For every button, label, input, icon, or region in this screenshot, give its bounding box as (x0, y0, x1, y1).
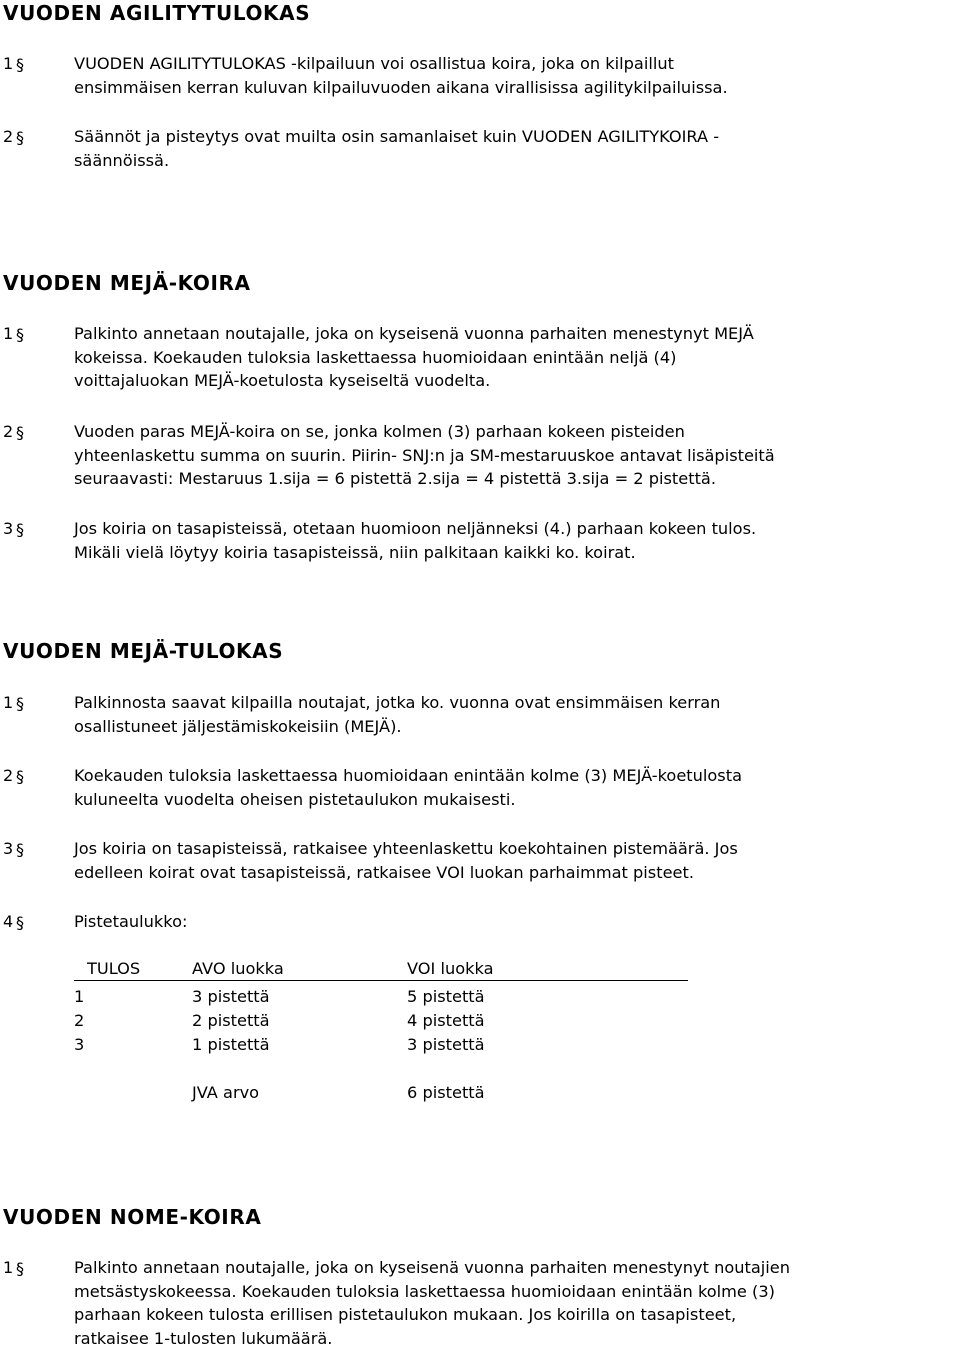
table-cell: 5 pistettä (407, 987, 485, 1006)
section-sign: § (16, 913, 24, 932)
points-table-header (74, 958, 689, 980)
rule-text: Palkinnosta saavat kilpailla noutajat, jotka ko. vuonna ovat ensimmäisen kerran osallistuneet jäljestämiskokeisiin (MEJÄ). (74, 693, 721, 736)
table-row (74, 1082, 689, 1104)
section-sign: § (16, 1259, 24, 1278)
rule-text: Pistetaulukko: (74, 912, 188, 931)
table-cell: 2 pistettä (192, 1011, 270, 1030)
rule-text: VUODEN AGILITYTULOKAS -kilpailuun voi osallistua koira, joka on kilpaillut ensimmäisen kerran kuluvan kilpailuvuoden aikana virallisissa agilitykilpailuissa. (74, 54, 728, 97)
rule-text: Vuoden paras MEJÄ-koira on se, jonka kolmen (3) parhaan kokeen pisteiden yhteenlaskettu summa on suurin. Piirin- SNJ:n ja SM-mestaruuskoe antavat lisäpisteitä seuraavasti: Mestaruus 1.sija = 6 pistettä 2.sija = 4 pistettä 3.sija = 2 pistettä. (74, 422, 775, 488)
table-cell: 6 pistettä (407, 1083, 485, 1102)
section-sign: § (16, 55, 24, 74)
table-cell: 3 (74, 1035, 85, 1054)
rule-text: Säännöt ja pisteytys ovat muilta osin samanlaiset kuin VUODEN AGILITYKOIRA - säännöissä. (74, 127, 720, 170)
table-row (74, 986, 689, 1008)
rule-number: 1 (3, 324, 14, 343)
rule-number: 1 (3, 693, 14, 712)
header-underline (74, 980, 688, 981)
rule-number: 4 (3, 912, 14, 931)
section-sign: § (16, 128, 24, 147)
section-sign: § (16, 520, 24, 539)
rule-number: 2 (3, 422, 14, 441)
rule-number: 1 (3, 1258, 14, 1277)
table-cell: 3 pistettä (407, 1035, 485, 1054)
section-sign: § (16, 325, 24, 344)
section-sign: § (16, 840, 24, 859)
table-cell: 1 (74, 987, 85, 1006)
rule-number: 3 (3, 519, 14, 538)
rule-text: Jos koiria on tasapisteissä, ratkaisee yhteenlaskettu koekohtainen pistemäärä. Jos edelleen koirat ovat tasapisteissä, ratkaisee VOI luokan parhaimmat pisteet. (74, 839, 738, 882)
rule-number: 2 (3, 766, 14, 785)
rule-text: Koekauden tuloksia laskettaessa huomioidaan enintään kolme (3) MEJÄ-koetulosta kuluneelta vuodelta oheisen pistetaulukon mukaisesti. (74, 766, 743, 809)
table-cell: JVA arvo (192, 1083, 260, 1102)
column-header: AVO luokka (192, 959, 284, 978)
section-sign: § (16, 767, 24, 786)
rule-number: 2 (3, 127, 14, 146)
rule-text: Palkinto annetaan noutajalle, joka on kyseisenä vuonna parhaiten menestynyt MEJÄ kokeissa. Koekauden tuloksia laskettaessa huomioidaan enintään neljä (4) voittajaluokan MEJÄ-koetulosta kyseiseltä vuodelta. (74, 324, 754, 390)
section-title-meja-tulokas: VUODEN MEJÄ-TULOKAS (3, 639, 284, 663)
section-sign: § (16, 423, 24, 442)
table-cell: 2 (74, 1011, 85, 1030)
table-row (74, 1010, 689, 1032)
table-cell: 3 pistettä (192, 987, 270, 1006)
section-sign: § (16, 694, 24, 713)
table-cell: 1 pistettä (192, 1035, 270, 1054)
rule-text: Jos koiria on tasapisteissä, otetaan huomioon neljänneksi (4.) parhaan kokeen tulos. Mikäli vielä löytyy koiria tasapisteissä, niin palkitaan kaikki ko. koirat. (74, 519, 757, 562)
column-header: VOI luokka (407, 959, 494, 978)
rule-number: 1 (3, 54, 14, 73)
rule-number: 3 (3, 839, 14, 858)
section-title-agility-tulokas: VUODEN AGILITYTULOKAS (3, 1, 311, 25)
column-header: TULOS (87, 959, 141, 978)
section-title-meja-koira: VUODEN MEJÄ-KOIRA (3, 271, 251, 295)
table-cell: 4 pistettä (407, 1011, 485, 1030)
table-row (74, 1034, 689, 1056)
rule-text: Palkinto annetaan noutajalle, joka on kyseisenä vuonna parhaiten menestynyt noutajien metsästyskokeessa. Koekauden tuloksia laskettaessa huomioidaan enintään kolme (3) parhaan kokeen tulosta erillisen pistetaulukon mukaan. Jos koirilla on tasapisteet, ratkaisee 1-tulosten lukumäärä. (74, 1258, 790, 1348)
section-title-nome-koira: VUODEN NOME-KOIRA (3, 1205, 262, 1229)
